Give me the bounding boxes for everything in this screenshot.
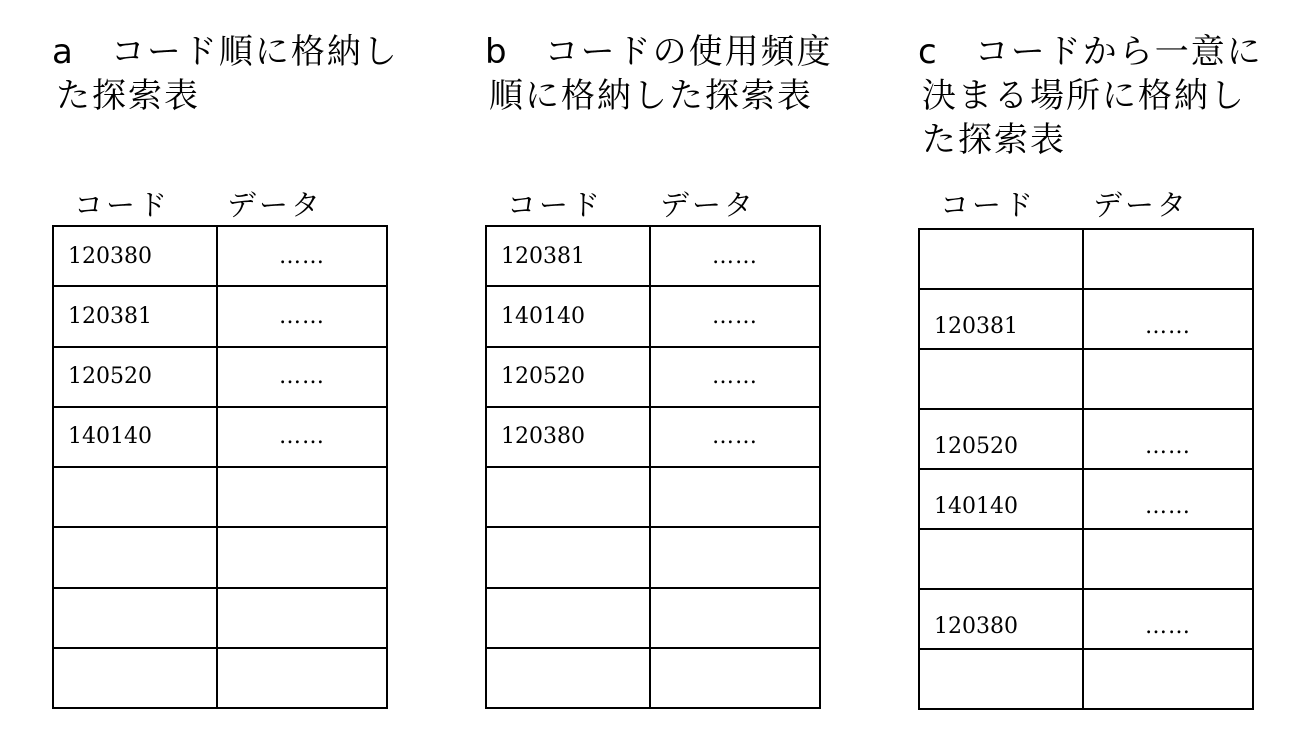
- title-line: 順に格納した探索表: [489, 76, 813, 116]
- code-cell: 120520: [919, 409, 1083, 469]
- code-cell: 120381: [486, 226, 650, 286]
- code-cell: [53, 588, 217, 648]
- data-cell: ……: [650, 286, 820, 346]
- column-header-data: データ: [660, 188, 757, 222]
- code-cell: [919, 349, 1083, 409]
- title-line: b コードの使用頻度: [485, 32, 833, 72]
- table-row: [919, 589, 1253, 649]
- title-line: た探索表: [56, 76, 200, 116]
- table-row: [53, 347, 387, 407]
- table-row: [919, 529, 1253, 589]
- table-row: [486, 347, 820, 407]
- table-row: [919, 229, 1253, 289]
- data-cell: [217, 467, 387, 527]
- data-cell: ……: [217, 286, 387, 346]
- title-line: c コードから一意に: [918, 32, 1263, 72]
- table-row: [486, 648, 820, 708]
- code-cell: [486, 527, 650, 587]
- column-header-code: コード: [74, 188, 171, 222]
- lookup-table: [485, 225, 821, 709]
- code-cell: 140140: [919, 469, 1083, 529]
- table-row: [486, 588, 820, 648]
- data-cell: ……: [217, 407, 387, 467]
- data-cell: ……: [1083, 589, 1253, 649]
- code-cell: 120520: [486, 347, 650, 407]
- code-cell: 120381: [919, 289, 1083, 349]
- data-cell: [217, 527, 387, 587]
- data-cell: [1083, 649, 1253, 709]
- code-cell: 120520: [53, 347, 217, 407]
- code-cell: 120380: [53, 226, 217, 286]
- data-cell: ……: [650, 347, 820, 407]
- data-cell: ……: [1083, 469, 1253, 529]
- data-cell: [650, 648, 820, 708]
- data-cell: ……: [1083, 409, 1253, 469]
- title-line: a コード順に格納し: [52, 32, 399, 72]
- data-cell: [650, 467, 820, 527]
- table-row: [486, 286, 820, 346]
- code-cell: [486, 588, 650, 648]
- column-header-data: データ: [1093, 188, 1190, 222]
- data-cell: [1083, 349, 1253, 409]
- table-row: [53, 467, 387, 527]
- data-cell: [217, 648, 387, 708]
- code-cell: 120381: [53, 286, 217, 346]
- data-cell: [650, 588, 820, 648]
- panel-title: [918, 30, 1298, 162]
- code-cell: [919, 529, 1083, 589]
- data-cell: [650, 527, 820, 587]
- column-header-data: データ: [227, 188, 324, 222]
- table-row: [53, 286, 387, 346]
- code-cell: 120380: [919, 589, 1083, 649]
- table-row: [53, 407, 387, 467]
- table-row: [486, 407, 820, 467]
- column-header-code: コード: [940, 188, 1037, 222]
- lookup-table: [52, 225, 388, 709]
- table-row: [53, 588, 387, 648]
- panel-title: [52, 30, 432, 118]
- data-cell: [217, 588, 387, 648]
- table-row: [486, 467, 820, 527]
- table-row: [486, 226, 820, 286]
- code-cell: [53, 467, 217, 527]
- code-cell: 140140: [486, 286, 650, 346]
- data-cell: ……: [650, 407, 820, 467]
- table-row: [919, 409, 1253, 469]
- data-cell: ……: [217, 226, 387, 286]
- table-row: [919, 349, 1253, 409]
- column-header-code: コード: [507, 188, 604, 222]
- table-row: [919, 469, 1253, 529]
- table-row: [919, 289, 1253, 349]
- table-row: [486, 527, 820, 587]
- data-cell: ……: [650, 226, 820, 286]
- lookup-table: [918, 228, 1254, 710]
- code-cell: [919, 229, 1083, 289]
- data-cell: [1083, 529, 1253, 589]
- code-cell: [486, 467, 650, 527]
- panel-title: [485, 30, 865, 118]
- code-cell: [486, 648, 650, 708]
- code-cell: 120380: [486, 407, 650, 467]
- data-cell: [1083, 229, 1253, 289]
- table-row: [53, 527, 387, 587]
- data-cell: ……: [1083, 289, 1253, 349]
- code-cell: [53, 648, 217, 708]
- table-row: [919, 649, 1253, 709]
- data-cell: ……: [217, 347, 387, 407]
- code-cell: [53, 527, 217, 587]
- table-row: [53, 226, 387, 286]
- table-row: [53, 648, 387, 708]
- code-cell: [919, 649, 1083, 709]
- code-cell: 140140: [53, 407, 217, 467]
- title-line: 決まる場所に格納し: [922, 76, 1246, 116]
- title-line: た探索表: [922, 120, 1066, 160]
